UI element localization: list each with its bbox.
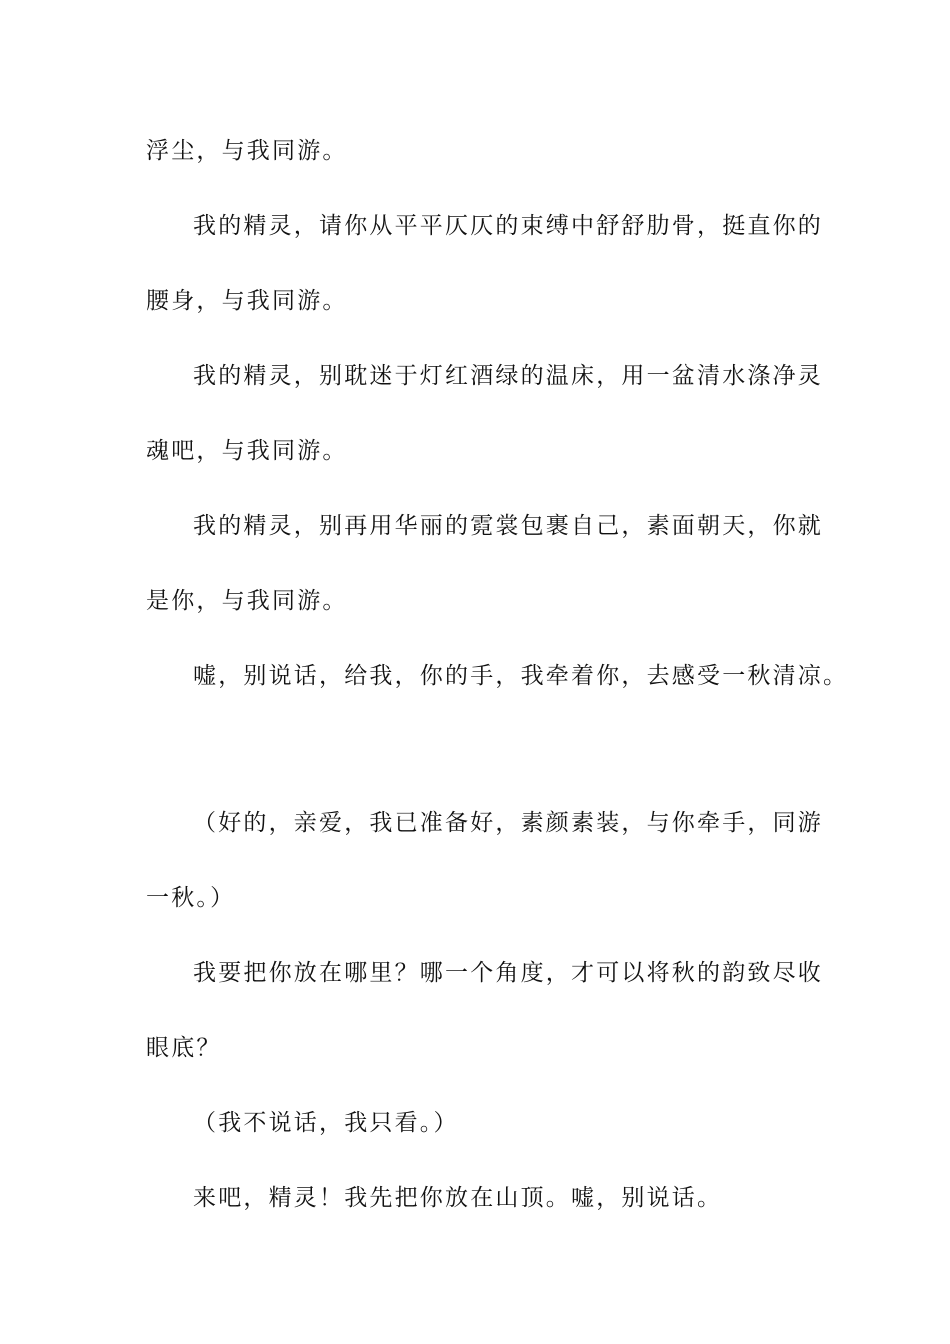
text-line: 腰身，与我同游。 <box>146 288 348 314</box>
paragraph-first-line: 我的精灵，别耽迷于灯红酒绿的温床，用一盆清水涤净灵 <box>193 363 823 389</box>
paragraph-first-line: 我要把你放在哪里？哪一个角度，才可以将秋的韵致尽收 <box>193 960 823 986</box>
paragraph-first-line: 我的精灵，请你从平平仄仄的束缚中舒舒肋骨，挺直你的 <box>193 213 823 239</box>
text-line: 一秋。） <box>146 885 236 911</box>
text-line: 眼底？ <box>146 1035 222 1061</box>
text-line: 浮尘，与我同游。 <box>146 138 348 164</box>
text-line: 是你，与我同游。 <box>146 588 348 614</box>
paragraph-first-line: （好的，亲爱，我已准备好，素颜素装，与你牵手，同游 <box>193 810 823 836</box>
paragraph-first-line: 嘘，别说话，给我，你的手，我牵着你，去感受一秋清凉。 <box>193 663 849 689</box>
paragraph-first-line: 我的精灵，别再用华丽的霓裳包裹自己，素面朝天，你就 <box>193 513 823 539</box>
paragraph-first-line: 来吧，精灵！我先把你放在山顶。嘘，别说话。 <box>193 1185 723 1211</box>
paragraph-first-line: （我不说话，我只看。） <box>193 1110 459 1136</box>
text-line: 魂吧，与我同游。 <box>146 438 348 464</box>
